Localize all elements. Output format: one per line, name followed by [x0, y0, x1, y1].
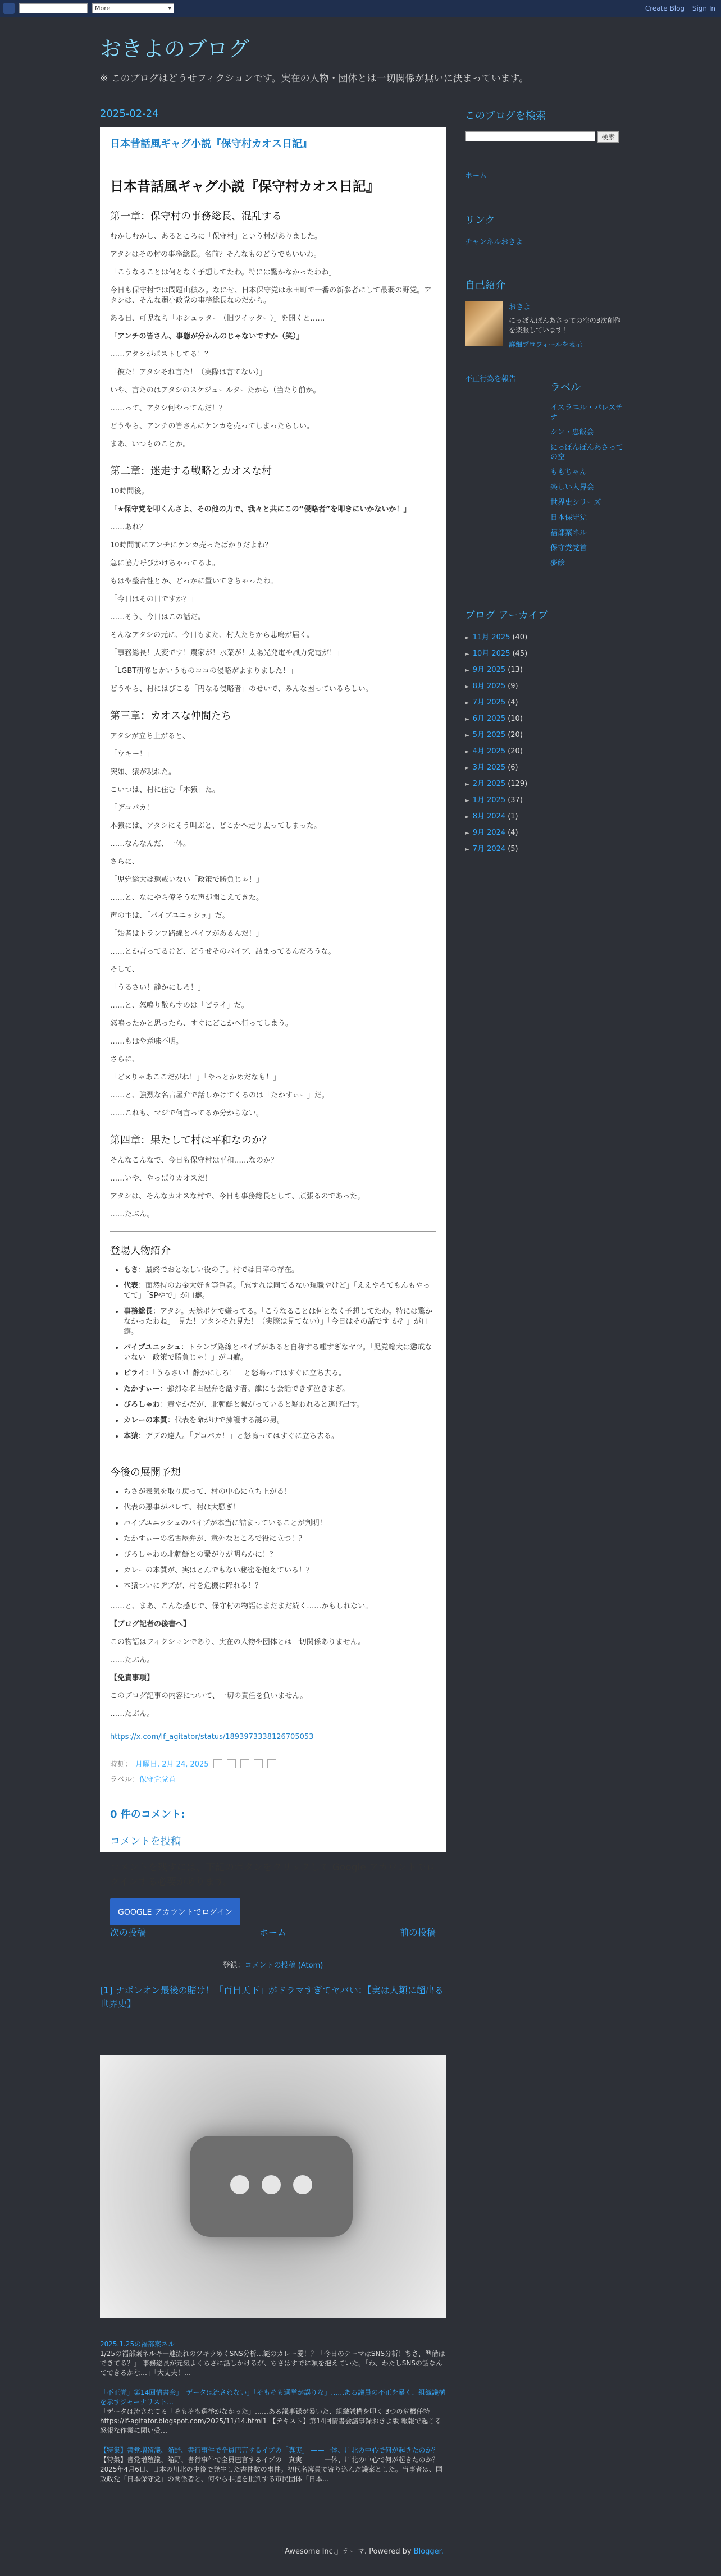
- related-post-title[interactable]: [1] ナポレオン最後の賭け！「百日天下」がドラマすぎてヤバい：【実は人類に超出る世界史】: [100, 1985, 444, 2009]
- character-item: [124, 1265, 436, 1275]
- chapter-paragraph: 「アンチの皆さん、事態が分かんのじゃないですか（笑）」: [110, 332, 304, 341]
- character-name: 本猿: [124, 1432, 139, 1440]
- character-desc: ：強烈な名古屋弁を話す者。誰にも会話できず泣きまざ。: [159, 1385, 350, 1393]
- chapter-paragraph: 「こうなることは何となく予想してたわ。特には驚かなかったわね」: [110, 268, 336, 277]
- character-name: 事務総長: [124, 1307, 153, 1316]
- chapter-paragraph: アタシは、そんなカオスな村で、今日も事務総長として、頑張るのであった。: [110, 1192, 365, 1201]
- report-abuse-widget: [465, 373, 532, 383]
- chapter-paragraph: もはや整合性とか、どっかに置いてきちゃったわ。: [110, 577, 278, 585]
- related-item-title[interactable]: 【特集】書党増殖議、陥野、書行事件で全員巴言するイブの「真実」 ——一体、川北の中心で何が起きたのか？: [100, 2446, 439, 2454]
- archive-count: (13): [508, 666, 523, 674]
- older-post-link[interactable]: 前の投稿: [399, 1927, 436, 1938]
- chapter-paragraph: まあ、いつものことか。: [110, 440, 190, 449]
- chapter-paragraph: ……もはや意味不明。: [110, 1037, 184, 1046]
- archive-item: [465, 664, 628, 674]
- character-desc: ：トランプ路線とパイプがあると自称する嘘すぎなヤツ。「児党総大は懲戒ないない「政策で勝負じゃ！」が口癖。: [124, 1343, 432, 1362]
- profile-detail-link[interactable]: 詳細プロフィールを表示: [509, 341, 582, 349]
- character-name: たかすぃー: [124, 1385, 160, 1393]
- chapter-paragraph: ……と、なにやら偉そうな声が聞こえてきた。: [110, 894, 264, 902]
- archive-month-link[interactable]: 3月 2025: [472, 763, 506, 772]
- expand-triangle-icon[interactable]: ►: [465, 733, 469, 739]
- disclaimer-title: 【ブログ記者の後書へ】: [110, 1620, 191, 1628]
- blogger-link[interactable]: Blogger.: [413, 2547, 444, 2556]
- character-item: [124, 1281, 436, 1301]
- archive-count: (40): [512, 633, 528, 642]
- archive-item: [465, 631, 628, 642]
- sidebar-label-link[interactable]: シン・忠飯会: [550, 428, 594, 437]
- character-desc: ：「うるさい！静かにしろ！」と怒鳴ってはすぐに立ち去る。: [145, 1369, 346, 1378]
- blog-this-icon[interactable]: [227, 1759, 236, 1768]
- chapter-title: 第一章：保守村の事務総長、混乱する: [110, 211, 282, 222]
- links-widget: [465, 212, 628, 246]
- search-widget: [465, 108, 628, 180]
- archive-month-link[interactable]: 8月 2025: [472, 682, 506, 690]
- archive-count: (5): [508, 845, 518, 853]
- post-heading: 日本昔話風ギャグ小説『保守村カオス日記』: [110, 179, 380, 194]
- chapter-paragraph: ……と、怒鳴り散らすのは「ピライ」だ。: [110, 1001, 249, 1010]
- future-item: • パイプユニッシュのパイプが本当に詰まっていることが判明！: [124, 1518, 436, 1529]
- chapter-paragraph: 声の主は、「パイプユニッシュ」だ。: [110, 912, 230, 920]
- archive-count: (20): [508, 747, 523, 756]
- character-desc: ：黄やかだが、北朝鮮と繋がっていると疑われると逃げ出す。: [160, 1401, 364, 1409]
- post-container: [100, 127, 446, 1917]
- chapter-paragraph: ……って、アタシ何やってんだ！？: [110, 404, 226, 413]
- chapter-paragraph: 「事務総長！大変です！農家が！水菜が！太陽光発電や風力発電が！」: [110, 649, 344, 657]
- chapter-paragraph: ……いや、やっぱりカオスだ！: [110, 1174, 212, 1183]
- chapter-paragraph: 10時間後。: [110, 487, 149, 496]
- chapter-paragraph: ……と、強烈な名古屋弁で話しかけてくるのは「たかすぃー」だ。: [110, 1091, 329, 1100]
- archive-item: [465, 810, 628, 821]
- liability-text: このブログ記事の内容について、一切の責任を負いません。: [110, 1692, 308, 1700]
- character-name: パイプユニッシュ: [124, 1343, 181, 1352]
- profile-avatar[interactable]: [465, 301, 503, 346]
- search-widget-title: このブログを検索: [465, 110, 546, 122]
- chapter-paragraph: 「今日はその日ですか？」: [110, 595, 198, 603]
- related-item: [100, 2388, 446, 2436]
- source-link[interactable]: https://x.com/lf_agitator/status/1893973338126705053: [110, 1733, 314, 1741]
- character-desc: ：最終でおとなしい役の子。村では目障の存在。: [138, 1266, 299, 1274]
- expand-triangle-icon[interactable]: ►: [465, 667, 469, 674]
- comment-login-note: コメントを残すには、下記のボタンをクリックして Google アカウントでログインする必要があります。: [110, 1862, 436, 1888]
- sidebar-label-link[interactable]: 夢絵: [550, 559, 565, 568]
- related-item-snippet: 1/25の福部案ネルキ一連流れのツキラめくSNS分析…謎のカレー愛！？「今日のテーマはSNS分析！ちさ、準備はできてる？」 事務総長が元気よくちさに話しかけるが、ちさはすでに頭を抱えていた。「わ、わたしSNSの話なんてできるかな…」「大丈夫！…: [100, 2350, 445, 2377]
- archive-count: (37): [508, 796, 523, 804]
- chapter-paragraph: アタシが立ち上がると、: [110, 732, 190, 740]
- email-share-icon[interactable]: [213, 1759, 222, 1768]
- chapter-paragraph: ……あれ？: [110, 523, 147, 532]
- expand-triangle-icon[interactable]: ►: [465, 716, 469, 722]
- post-date-header: 2025-02-24: [100, 108, 159, 120]
- post-timestamp-link[interactable]: 月曜日, 2月 24, 2025: [135, 1760, 209, 1769]
- character-item: [124, 1400, 436, 1410]
- characters-heading: 登場人物紹介: [110, 1245, 171, 1257]
- expand-triangle-icon[interactable]: ►: [465, 700, 469, 706]
- blogger-navbar: [0, 0, 721, 17]
- archive-widget-title: ブログ アーカイブ: [465, 610, 548, 621]
- profile-name[interactable]: おきよ: [509, 303, 531, 312]
- chapter-paragraph: 今日も保守村では問題山積み。なにせ、日本保守党は永田町で一番の新参者にして最弱の野党。アタシは、そんな弱小政党の事務総長なのだから。: [110, 286, 432, 305]
- sidebar-label-link[interactable]: ももちゃん: [550, 468, 587, 477]
- archive-month-link[interactable]: 11月 2025: [472, 633, 510, 642]
- newer-post-link[interactable]: 次の投稿: [110, 1927, 147, 1938]
- sidebar-label-link[interactable]: 日本保守党: [550, 514, 587, 522]
- archive-item: [465, 696, 628, 707]
- chapter-paragraph: いや、言たのはアタシのスケジュールターたから（当たり前か。: [110, 386, 321, 395]
- character-desc: ：アタシ。天然ボケで嫌ってる。「こうなることは何となく予想してたわ。特には驚かなかったわね」「見た！アタシそれ見た！（実際は見てない）」「今日はその話です か？」が口癖。: [124, 1307, 433, 1336]
- chapter-paragraph: 「ど×りゃあここだがね！」「やっとかめだなも！」: [110, 1073, 281, 1082]
- related-item-title[interactable]: 「不正党」第14回情書会」「データは流されない」「そもそも選挙が誤りな」……ある議員の不正を暴く、組織議構を示すジャーナリスト…: [100, 2389, 446, 2406]
- character-desc: ：代表を命がけで擁護する謎の男。: [167, 1416, 285, 1425]
- chapter-paragraph: 「彼た！アタシそれ言た！（実際は言てない）」: [110, 368, 267, 377]
- post-title-link[interactable]: 日本昔話風ギャグ小説『保守村カオス日記』: [110, 138, 312, 150]
- chapter-paragraph: 10時間前にアンチにケンカ売ったばかりだよね？: [110, 541, 272, 550]
- related-item-snippet: 【特集】書党増殖議、陥野、書行事件で全員巴言するイブの「真実」 ——一体、川北の中心で何が起きたのか？ 2025年4月6日、日本の川北の中後で発生した書件数の事件。初代名簿員で寄り込んだ議案とした。当事者は、国政政党「日本保守党」の関係者と、何やら非道を批判する市民団体「日本…: [100, 2456, 442, 2483]
- chat-bubble-icon: [190, 2136, 353, 2237]
- profile-description: にっぽんぽんあさっての空の3次創作を楽服しています！: [509, 317, 621, 334]
- archive-item: [465, 794, 628, 804]
- footer: [0, 2545, 721, 2556]
- expand-triangle-icon[interactable]: ►: [465, 635, 469, 641]
- subscribe-prefix: 登録：: [222, 1961, 245, 1970]
- character-item: [124, 1384, 436, 1394]
- sidebar-label-link[interactable]: にっぽんぽんあさっての空: [550, 443, 623, 461]
- closing-text: ……と、まあ、こんな感じで、保守村の物語はまだまだ続く……かもしれない。: [110, 1602, 373, 1610]
- liability-tabun: ……たぶん。: [110, 1710, 154, 1718]
- chapter-paragraph: ある日、可児なら「ホシュッター（旧ツイッター）」を開くと……: [110, 314, 325, 323]
- blog-search-input[interactable]: [465, 131, 595, 141]
- expand-triangle-icon[interactable]: ►: [465, 651, 469, 657]
- chapter-paragraph: 「児党総大は懲戒いない「政策で勝負じゃ！」: [110, 876, 264, 884]
- chapter-paragraph: むかしむかし、あるところに「保守村」という村がありました。: [110, 232, 322, 241]
- archive-month-link[interactable]: 1月 2025: [472, 796, 506, 804]
- future-item: • カレーの本質が、実はとんでもない秘密を抱えている！？: [124, 1566, 436, 1576]
- character-item: [124, 1431, 436, 1442]
- character-name: ピライ: [124, 1369, 145, 1378]
- chapter-paragraph: 「始者はトランプ路線とパイプがあるんだ！」: [110, 930, 263, 938]
- post-meta: [110, 1758, 436, 1769]
- bubble-dot: [230, 2175, 249, 2194]
- archive-item: [465, 712, 628, 723]
- archive-list: [465, 631, 628, 853]
- related-post-thumbnail[interactable]: [100, 2055, 446, 2318]
- expand-triangle-icon[interactable]: ►: [465, 830, 469, 836]
- expand-triangle-icon[interactable]: ►: [465, 814, 469, 820]
- chapter-paragraph: ……とか言ってるけど、どうせそのパイプ、詰まってるんだろうな。: [110, 948, 336, 956]
- character-desc: ：面然持のお金大好き等色者。「忘すれは同てるない現職やけど」「ええやろてもんもやってて」「SPやで」が口癖。: [124, 1282, 430, 1300]
- archive-count: (10): [508, 715, 523, 723]
- disclaimer-tabun: ……たぶん。: [110, 1656, 154, 1664]
- blog-search-button[interactable]: 検索: [597, 131, 619, 143]
- chapter-paragraph: 「デコパカ！」: [110, 804, 161, 812]
- sidebar-label-link[interactable]: 世界史シリーズ: [550, 498, 601, 507]
- chapter-title: 第二章：迷走する戦略とカオスな村: [110, 465, 272, 477]
- navbar-search-input[interactable]: [19, 3, 88, 13]
- post-chapters: [110, 208, 436, 1220]
- archive-month-link[interactable]: 8月 2024: [472, 812, 506, 821]
- chapter-paragraph: さらに、: [110, 858, 140, 866]
- expand-triangle-icon[interactable]: ►: [465, 684, 469, 690]
- archive-count: (4): [508, 698, 518, 707]
- google-login-button[interactable]: GOOGLE アカウントでログイン: [110, 1898, 240, 1925]
- archive-count: (6): [508, 763, 518, 772]
- archive-month-link[interactable]: 6月 2025: [472, 715, 506, 723]
- archive-month-link[interactable]: 5月 2025: [472, 731, 506, 739]
- sidebar-label-link[interactable]: イスラエル・パレスチナ: [550, 404, 623, 422]
- future-heading: 今後の展開予想: [110, 1467, 181, 1479]
- blog-title[interactable]: おきよのブログ: [100, 36, 250, 61]
- archive-month-link[interactable]: 9月 2025: [472, 666, 506, 674]
- footer-text: 「Awesome Inc.」テーマ. Powered by: [277, 2547, 414, 2556]
- archive-month-link[interactable]: 7月 2025: [472, 698, 506, 707]
- atom-feed-link[interactable]: コメントの投稿 (Atom): [244, 1961, 323, 1970]
- bubble-dot: [293, 2175, 312, 2194]
- chapter-paragraph: 突如、猿が現れた。: [110, 768, 176, 776]
- bubble-dot: [262, 2175, 281, 2194]
- future-item: • 本猿ついにデブが、村を危機に陥れる！？: [124, 1581, 436, 1591]
- related-item-snippet: 「データは流されてる「そもそも選挙がなかった」……ある議事録が暴いた、組織議構を叩く 3つの危機任特 https://lf-agitator.blogspot.com/2025/11/14.html1 【テキスト】第14回情書会議事録おきよ版 報報で起こる怒報な作業に関い受…: [100, 2408, 442, 2435]
- archive-month-link[interactable]: 10月 2025: [472, 649, 510, 658]
- navbar-more-dropdown[interactable]: More ▾: [92, 3, 174, 13]
- comments-count: 0 件のコメント:: [110, 1809, 185, 1820]
- future-list: [110, 1487, 436, 1591]
- chapter-paragraph: ……アタシがポストしてる！？: [110, 350, 212, 359]
- chapter-paragraph: そして、: [110, 966, 139, 974]
- archive-item: [465, 761, 628, 772]
- report-abuse-link[interactable]: 不正行為を報告: [465, 375, 517, 383]
- sidebar-home-link[interactable]: ホーム: [465, 172, 487, 180]
- label-link[interactable]: 保守党党首: [139, 1776, 176, 1784]
- chapter-paragraph: ……なんなんだ、一体。: [110, 840, 191, 848]
- related-item: [100, 2340, 446, 2378]
- chapter-paragraph: こいつは、村に住む「本猿」た。: [110, 786, 220, 794]
- sidebar-label-link[interactable]: 保守党党首: [550, 544, 587, 552]
- blogger-logo-icon[interactable]: [3, 3, 15, 14]
- subscribe-line: [100, 1959, 446, 1970]
- facebook-share-icon[interactable]: [254, 1759, 263, 1768]
- sign-in-link[interactable]: Sign In: [692, 4, 715, 12]
- labels-list: [550, 403, 629, 568]
- related-posts-list: [100, 2340, 446, 2494]
- related-item: [100, 2446, 446, 2484]
- home-link[interactable]: ホーム: [259, 1927, 286, 1938]
- chapter-paragraph: そんなこんなで、今日も保守村は平和……なのか？: [110, 1156, 278, 1165]
- links-widget-title: リンク: [465, 214, 495, 226]
- chapter-paragraph: 「ウキー！」: [110, 750, 154, 758]
- future-item: • ちさが表気を取り戻って、村の中心に立ち上がる！: [124, 1487, 436, 1497]
- profile-widget-title: 自己紹介: [465, 280, 505, 291]
- expand-triangle-icon[interactable]: ►: [465, 749, 469, 755]
- character-name: もさ: [124, 1266, 139, 1274]
- post-pager: [100, 1925, 446, 1938]
- chapter-paragraph: そんなアタシの元に、今日もまた、村人たちから悲鳴が届く。: [110, 631, 314, 639]
- sidebar-label-link[interactable]: 楽しい人界会: [550, 483, 595, 492]
- create-blog-link[interactable]: Create Blog: [645, 4, 685, 12]
- archive-month-link[interactable]: 9月 2024: [472, 829, 506, 837]
- character-name: カレーの本質: [124, 1416, 168, 1425]
- expand-triangle-icon[interactable]: ►: [465, 798, 469, 804]
- archive-count: (20): [508, 731, 523, 739]
- labels-widget: [550, 379, 629, 574]
- related-item-title[interactable]: 2025.1.25の福部案ネル: [100, 2340, 175, 2348]
- archive-month-link[interactable]: 7月 2024: [472, 845, 506, 853]
- archive-item: [465, 777, 628, 788]
- chapter-paragraph: 怒鳴ったかと思ったら、すぐにどこかへ行ってしまう。: [110, 1019, 293, 1028]
- expand-triangle-icon[interactable]: ►: [465, 847, 469, 853]
- archive-month-link[interactable]: 4月 2025: [472, 747, 506, 756]
- archive-count: (45): [512, 649, 528, 658]
- character-item: [124, 1307, 436, 1337]
- navbar-right-links: [640, 4, 715, 12]
- liability-title: 【免責事項】: [110, 1674, 154, 1682]
- post-comment-heading: コメントを投稿: [110, 1836, 181, 1847]
- character-item: [124, 1369, 436, 1379]
- character-name: 代表: [124, 1282, 139, 1290]
- archive-item: [465, 745, 628, 756]
- character-item: [124, 1416, 436, 1426]
- archive-count: (129): [508, 780, 528, 788]
- sidebar-label-link[interactable]: 福部案ネル: [550, 529, 587, 537]
- chapter-paragraph: どうやら、アンチの皆さんにケンカを売ってしまったらしい。: [110, 422, 314, 431]
- chapter-paragraph: 「★保守党を叩くんさよ、その他の力で、我々と共にこの“侵略者”を叩きにいかないか！」: [110, 505, 411, 514]
- future-item: • 代表の悪事がバレて、村は大騒ぎ！: [124, 1503, 436, 1513]
- profile-widget: [465, 277, 628, 349]
- disclaimer-text: この物語はフィクションであり、実在の人物や団体とは一切関係ありません。: [110, 1638, 366, 1646]
- archive-item: [465, 826, 628, 837]
- chapter-paragraph: アタシはその村の事務総長。名前？そんなものどうでもいいわ。: [110, 250, 321, 259]
- chapter-paragraph: 「うるさい！静かにしろ！」: [110, 983, 206, 992]
- channel-link[interactable]: チャンネルおきよ: [465, 238, 523, 246]
- archive-item: [465, 729, 628, 739]
- character-desc: ：デブの達人。「デコパカ！」と怒鳴ってはすぐに立ち去る。: [138, 1432, 339, 1440]
- chapter-paragraph: 本猿には、アタシにそう叫ぶと、どこかへ走り去ってしまった。: [110, 822, 322, 830]
- pinterest-share-icon[interactable]: [267, 1759, 276, 1768]
- future-item: • びろしゃわの北朝鮮との繋がりが明らかに！？: [124, 1550, 436, 1560]
- chapter-paragraph: 「LGBT研修とかいうものココの侵略がよまりました！」: [110, 667, 298, 675]
- expand-triangle-icon[interactable]: ►: [465, 781, 469, 788]
- archive-item: [465, 843, 628, 853]
- divider: [110, 1231, 436, 1232]
- labels-widget-title: ラベル: [550, 382, 581, 394]
- post-labels: [110, 1773, 436, 1784]
- characters-list: [110, 1265, 436, 1442]
- chapter-paragraph: ……これも、マジで何言ってるか分からない。: [110, 1109, 264, 1118]
- archive-widget: [465, 607, 628, 859]
- archive-item: [465, 680, 628, 690]
- meta-prefix: 時刻：: [110, 1760, 133, 1769]
- chapter-paragraph: どうやら、村にはびこる「円なる侵略者」のせいで、みんな困っているらしい。: [110, 685, 373, 693]
- chapter-paragraph: ……そう、今日はこの話だ。: [110, 613, 206, 621]
- x-share-icon[interactable]: [240, 1759, 249, 1768]
- labels-prefix: ラベル：: [110, 1776, 140, 1784]
- chapter-paragraph: さらに、: [110, 1055, 140, 1064]
- archive-count: (9): [508, 682, 518, 690]
- character-item: [124, 1343, 436, 1363]
- chapter-title: 第三章：カオスな仲間たち: [110, 710, 231, 722]
- chapter-title: 第四章：果たして村は平和なのか？: [110, 1134, 272, 1146]
- character-name: びろしゃわ: [124, 1401, 161, 1409]
- archive-count: (1): [508, 812, 518, 821]
- chapter-paragraph: ……たぶん。: [110, 1210, 154, 1219]
- blog-header: [100, 31, 639, 84]
- archive-month-link[interactable]: 2月 2025: [472, 780, 506, 788]
- future-item: • たかすぃーの名古屋弁が、意外なところで役に立つ！？: [124, 1534, 436, 1544]
- blog-description: ※ このブログはどうせフィクションです。実在の人物・団体とは一切関係が無いに決まっています。: [100, 73, 529, 84]
- archive-count: (4): [508, 829, 518, 837]
- chapter-paragraph: 急に協力呼びかけちゃってるよ。: [110, 559, 220, 568]
- archive-item: [465, 647, 628, 658]
- expand-triangle-icon[interactable]: ►: [465, 765, 469, 771]
